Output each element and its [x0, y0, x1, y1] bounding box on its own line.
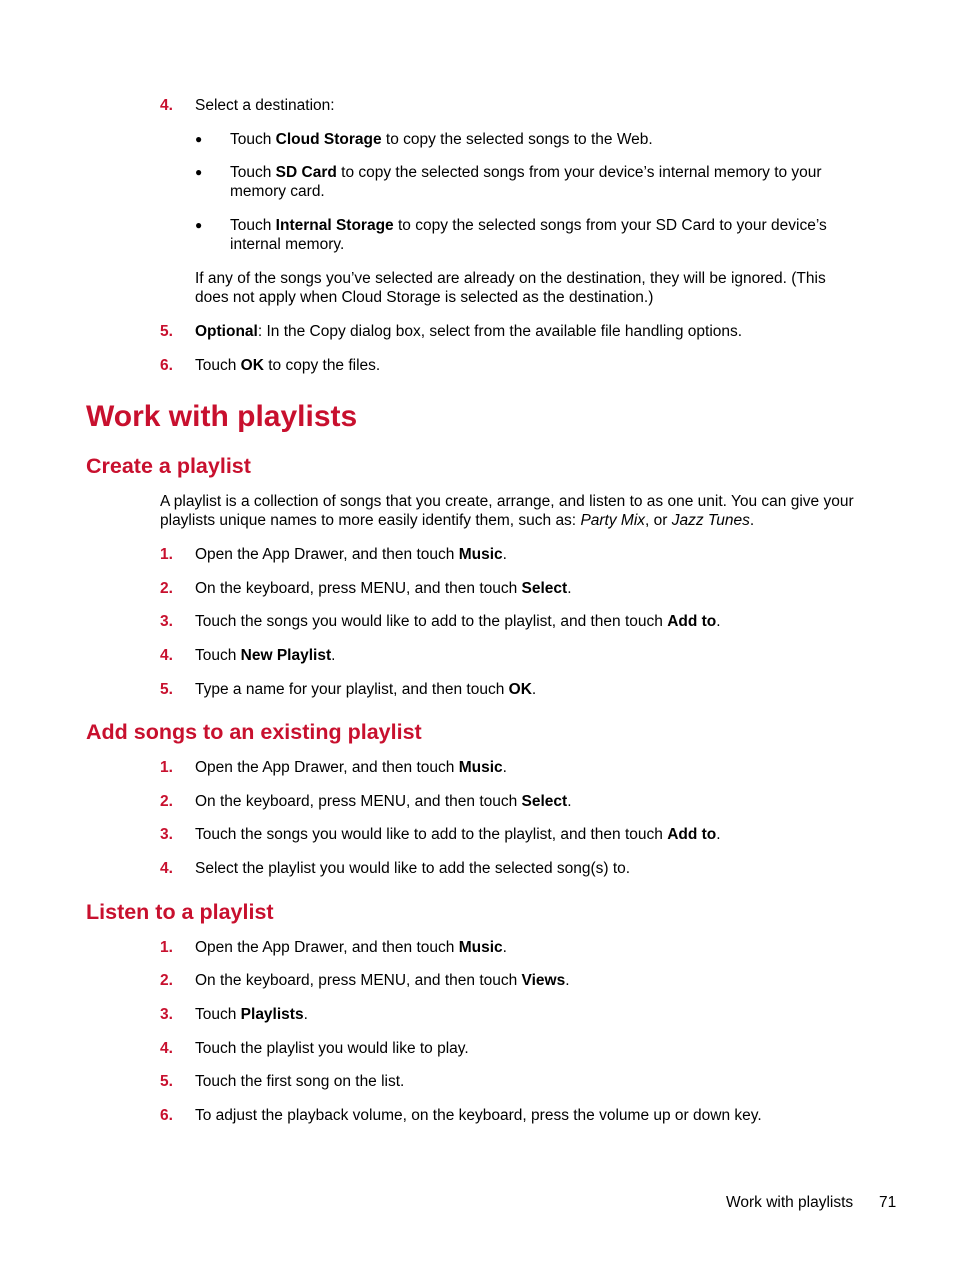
step-text: Open the App Drawer, and then touch Music.: [195, 759, 507, 776]
bullet-text: Touch Internal Storage to copy the selected songs from your SD Card to your device’s internal memory.: [230, 217, 827, 253]
step-number: 3.: [160, 826, 173, 843]
step-text: Touch Playlists.: [195, 1006, 308, 1023]
step-text: On the keyboard, press MENU, and then touch Views.: [195, 972, 570, 989]
step-number: 6.: [160, 1107, 173, 1124]
step-number: 1.: [160, 939, 173, 956]
bullet-dot: ●: [195, 165, 203, 179]
step-text: Touch the first song on the list.: [195, 1073, 405, 1090]
step-text: Optional: In the Copy dialog box, select from the available file handling options.: [195, 323, 743, 340]
subsection-heading-create: Create a playlist: [86, 454, 251, 478]
step-number: 3.: [160, 613, 173, 630]
step-number: 4.: [160, 97, 173, 114]
section-heading: Work with playlists: [86, 400, 358, 433]
step-text: Touch OK to copy the files.: [195, 357, 381, 374]
footer-page-number: 71: [879, 1194, 897, 1211]
step-text: Touch the songs you would like to add to the playlist, and then touch Add to.: [195, 613, 721, 630]
step-text: Open the App Drawer, and then touch Music.: [195, 546, 507, 563]
step-text: On the keyboard, press MENU, and then touch Select.: [195, 580, 572, 597]
step-number: 4.: [160, 1040, 173, 1057]
step-text: Touch the songs you would like to add to the playlist, and then touch Add to.: [195, 826, 721, 843]
step-number: 3.: [160, 1006, 173, 1023]
step-number: 2.: [160, 580, 173, 597]
step-number: 1.: [160, 759, 173, 776]
step-number: 1.: [160, 546, 173, 563]
bullet-text: Touch SD Card to copy the selected songs from your device’s internal memory to your memory card.: [230, 164, 822, 200]
step-number: 4.: [160, 647, 173, 664]
step-text: Select a destination:: [195, 97, 335, 114]
step-number: 5.: [160, 681, 173, 698]
bullet-dot: ●: [195, 218, 203, 232]
subsection-heading-listen: Listen to a playlist: [86, 900, 274, 924]
step-number: 2.: [160, 793, 173, 810]
step-text: Select the playlist you would like to add the selected song(s) to.: [195, 860, 631, 877]
step-number: 6.: [160, 357, 173, 374]
bullet-dot: ●: [195, 132, 203, 146]
step-number: 5.: [160, 323, 173, 340]
step-text: Touch New Playlist.: [195, 647, 336, 664]
subsection-heading-add: Add songs to an existing playlist: [86, 720, 422, 744]
step-text: On the keyboard, press MENU, and then touch Select.: [195, 793, 572, 810]
step-text: Open the App Drawer, and then touch Music.: [195, 939, 507, 956]
step-number: 4.: [160, 860, 173, 877]
create-intro: A playlist is a collection of songs that you create, arrange, and listen to as one unit. You can give your playlists unique names to more easily identify them, such as: Party Mix, or Jazz Tunes.: [160, 493, 854, 529]
step-number: 2.: [160, 972, 173, 989]
footer-section-title: Work with playlists: [726, 1194, 854, 1211]
destination-note: If any of the songs you’ve selected are already on the destination, they will be ignored. (This does not apply when Cloud Storage is selected as the destination.): [195, 270, 826, 306]
bullet-text: Touch Cloud Storage to copy the selected songs to the Web.: [230, 131, 653, 148]
step-number: 5.: [160, 1073, 173, 1090]
step-text: To adjust the playback volume, on the keyboard, press the volume up or down key.: [195, 1107, 762, 1124]
step-text: Touch the playlist you would like to play.: [195, 1040, 469, 1057]
step-text: Type a name for your playlist, and then touch OK.: [195, 681, 537, 698]
